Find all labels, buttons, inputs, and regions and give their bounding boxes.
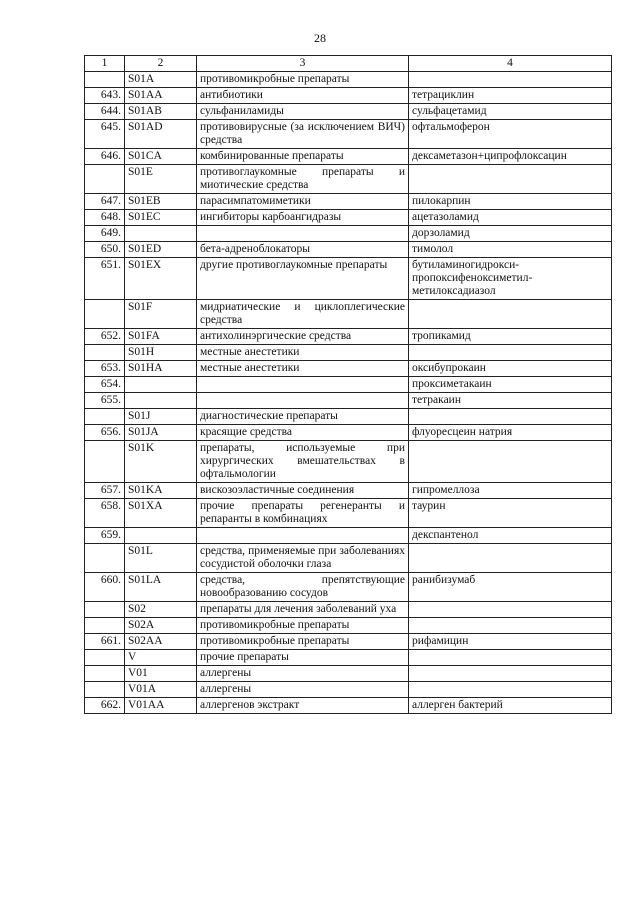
atc-code-cell: S01ED [125, 242, 197, 258]
table-row [85, 441, 612, 483]
group-name-cell: другие противоглаукомные препараты [197, 258, 409, 300]
drug-name-cell [409, 300, 612, 329]
row-number-cell: 650. [85, 242, 125, 258]
drug-name-cell [409, 666, 612, 682]
header-cell-drug: 4 [409, 56, 612, 72]
drug-name-cell: гипромеллоза [409, 483, 612, 499]
atc-code-cell: S01KA [125, 483, 197, 499]
drug-name-cell [409, 544, 612, 573]
drug-name-cell [409, 409, 612, 425]
table-row [85, 698, 612, 714]
table-row [85, 300, 612, 329]
table-row [85, 165, 612, 194]
drug-name-cell: аллерген бактерий [409, 698, 612, 714]
drug-name-cell: тетрациклин [409, 88, 612, 104]
table-row [85, 650, 612, 666]
row-number-cell: 649. [85, 226, 125, 242]
table-row [85, 409, 612, 425]
row-number-cell: 651. [85, 258, 125, 300]
row-number-cell: 652. [85, 329, 125, 345]
row-number-cell: 644. [85, 104, 125, 120]
row-number-cell: 653. [85, 361, 125, 377]
table-row [85, 258, 612, 300]
atc-code-cell: S01H [125, 345, 197, 361]
table-row [85, 345, 612, 361]
row-number-cell [85, 682, 125, 698]
drug-name-cell: проксиметакаин [409, 377, 612, 393]
group-name-cell: противомикробные препараты [197, 634, 409, 650]
row-number-cell: 657. [85, 483, 125, 499]
drug-name-cell: пилокарпин [409, 194, 612, 210]
group-name-cell: красящие средства [197, 425, 409, 441]
row-number-cell [85, 409, 125, 425]
header-cell-group: 3 [197, 56, 409, 72]
group-name-cell: местные анестетики [197, 361, 409, 377]
atc-code-cell: S01AB [125, 104, 197, 120]
group-name-cell: аллергены [197, 682, 409, 698]
header-cell-number: 1 [85, 56, 125, 72]
group-name-cell: аллергенов экстракт [197, 698, 409, 714]
row-number-cell [85, 602, 125, 618]
atc-code-cell: S01EX [125, 258, 197, 300]
atc-code-cell [125, 377, 197, 393]
table-row [85, 361, 612, 377]
atc-code-cell: S01AD [125, 120, 197, 149]
atc-code-cell: S02 [125, 602, 197, 618]
table-row [85, 149, 612, 165]
group-name-cell: антибиотики [197, 88, 409, 104]
page-number: 28 [314, 31, 326, 45]
group-name-cell: сульфаниламиды [197, 104, 409, 120]
row-number-cell: 659. [85, 528, 125, 544]
drug-name-cell: ранибизумаб [409, 573, 612, 602]
group-name-cell: прочие препараты [197, 650, 409, 666]
atc-code-cell [125, 393, 197, 409]
row-number-cell: 654. [85, 377, 125, 393]
table-row [85, 194, 612, 210]
row-number-cell: 660. [85, 573, 125, 602]
atc-code-cell: S01FA [125, 329, 197, 345]
group-name-cell: ингибиторы карбоангидразы [197, 210, 409, 226]
group-name-cell: парасимпатомиметики [197, 194, 409, 210]
table-row [85, 104, 612, 120]
group-name-cell: противомикробные препараты [197, 618, 409, 634]
group-name-cell: препараты, используемые при хирургических вмешательствах в офтальмологии [197, 441, 409, 483]
group-name-cell: бета-адреноблокаторы [197, 242, 409, 258]
row-number-cell [85, 441, 125, 483]
row-number-cell [85, 72, 125, 88]
drug-name-cell: декспантенол [409, 528, 612, 544]
drug-name-cell: таурин [409, 499, 612, 528]
group-name-cell: противоглаукомные препараты и миотические средства [197, 165, 409, 194]
atc-code-cell: S02A [125, 618, 197, 634]
table-row [85, 425, 612, 441]
table-row [85, 329, 612, 345]
atc-code-cell: S01J [125, 409, 197, 425]
group-name-cell: мидриатические и циклоплегические средства [197, 300, 409, 329]
row-number-cell: 646. [85, 149, 125, 165]
drug-name-cell: тимолол [409, 242, 612, 258]
group-name-cell: аллергены [197, 666, 409, 682]
group-name-cell: вискозоэластичные соединения [197, 483, 409, 499]
row-number-cell: 643. [85, 88, 125, 104]
table-row [85, 666, 612, 682]
group-name-cell: комбинированные препараты [197, 149, 409, 165]
group-name-cell [197, 226, 409, 242]
drug-name-cell [409, 650, 612, 666]
group-name-cell: препараты для лечения заболеваний уха [197, 602, 409, 618]
atc-code-cell: S01EB [125, 194, 197, 210]
drug-name-cell: флуоресцеин натрия [409, 425, 612, 441]
row-number-cell [85, 666, 125, 682]
atc-code-cell: S01CA [125, 149, 197, 165]
table-row [85, 483, 612, 499]
header-cell-code: 2 [125, 56, 197, 72]
drug-name-cell: бутиламиногидрокси-пропоксифеноксиметил-метилоксадиазол [409, 258, 612, 300]
row-number-cell: 645. [85, 120, 125, 149]
table-row [85, 528, 612, 544]
table-row [85, 499, 612, 528]
drug-name-cell: тетракаин [409, 393, 612, 409]
drug-name-cell: дексаметазон+ципрофлоксацин [409, 149, 612, 165]
group-name-cell: противомикробные препараты [197, 72, 409, 88]
table-row [85, 393, 612, 409]
group-name-cell [197, 377, 409, 393]
table-row [85, 682, 612, 698]
table-row [85, 72, 612, 88]
drug-name-cell: рифамицин [409, 634, 612, 650]
atc-code-cell: S01XA [125, 499, 197, 528]
atc-code-cell: S01HA [125, 361, 197, 377]
row-number-cell: 648. [85, 210, 125, 226]
drug-name-cell [409, 165, 612, 194]
group-name-cell: противовирусные (за исключением ВИЧ) средства [197, 120, 409, 149]
group-name-cell: прочие препараты регенеранты и репаранты в комбинациях [197, 499, 409, 528]
drug-name-cell: оксибупрокаин [409, 361, 612, 377]
row-number-cell: 662. [85, 698, 125, 714]
drug-name-cell [409, 441, 612, 483]
drug-name-cell [409, 682, 612, 698]
row-number-cell: 647. [85, 194, 125, 210]
row-number-cell: 656. [85, 425, 125, 441]
row-number-cell: 655. [85, 393, 125, 409]
drug-name-cell [409, 602, 612, 618]
group-name-cell: средства, применяемые при заболеваниях сосудистой оболочки глаза [197, 544, 409, 573]
drug-name-cell: дорзоламид [409, 226, 612, 242]
atc-code-cell: V01 [125, 666, 197, 682]
table-row [85, 377, 612, 393]
drug-name-cell: тропикамид [409, 329, 612, 345]
drug-name-cell: сульфацетамид [409, 104, 612, 120]
group-name-cell [197, 528, 409, 544]
atc-code-cell [125, 226, 197, 242]
atc-code-cell: S01L [125, 544, 197, 573]
atc-code-cell: S01EC [125, 210, 197, 226]
table-row [85, 573, 612, 602]
table-header-row [85, 56, 612, 72]
table-row [85, 242, 612, 258]
table-row [85, 618, 612, 634]
drug-name-cell [409, 72, 612, 88]
atc-code-cell: S01F [125, 300, 197, 329]
row-number-cell [85, 300, 125, 329]
table-row [85, 226, 612, 242]
atc-code-cell: S01A [125, 72, 197, 88]
atc-code-cell: V [125, 650, 197, 666]
atc-code-cell [125, 528, 197, 544]
row-number-cell [85, 165, 125, 194]
group-name-cell: антихолинэргические средства [197, 329, 409, 345]
table-row [85, 120, 612, 149]
group-name-cell: средства, препятствующие новообразованию сосудов [197, 573, 409, 602]
atc-code-cell: S01LA [125, 573, 197, 602]
row-number-cell: 661. [85, 634, 125, 650]
atc-code-cell: S01AA [125, 88, 197, 104]
group-name-cell [197, 393, 409, 409]
medicines-table [84, 55, 612, 714]
table-row [85, 88, 612, 104]
atc-code-cell: V01A [125, 682, 197, 698]
drug-name-cell: ацетазоламид [409, 210, 612, 226]
drug-name-cell: офтальмоферон [409, 120, 612, 149]
atc-code-cell: S02AA [125, 634, 197, 650]
drug-name-cell [409, 618, 612, 634]
table-row [85, 602, 612, 618]
atc-code-cell: V01AA [125, 698, 197, 714]
row-number-cell [85, 544, 125, 573]
group-name-cell: диагностические препараты [197, 409, 409, 425]
table-row [85, 544, 612, 573]
group-name-cell: местные анестетики [197, 345, 409, 361]
atc-code-cell: S01E [125, 165, 197, 194]
atc-code-cell: S01K [125, 441, 197, 483]
row-number-cell [85, 650, 125, 666]
row-number-cell: 658. [85, 499, 125, 528]
table-row [85, 210, 612, 226]
table-row [85, 634, 612, 650]
drug-name-cell [409, 345, 612, 361]
row-number-cell [85, 618, 125, 634]
atc-code-cell: S01JA [125, 425, 197, 441]
row-number-cell [85, 345, 125, 361]
